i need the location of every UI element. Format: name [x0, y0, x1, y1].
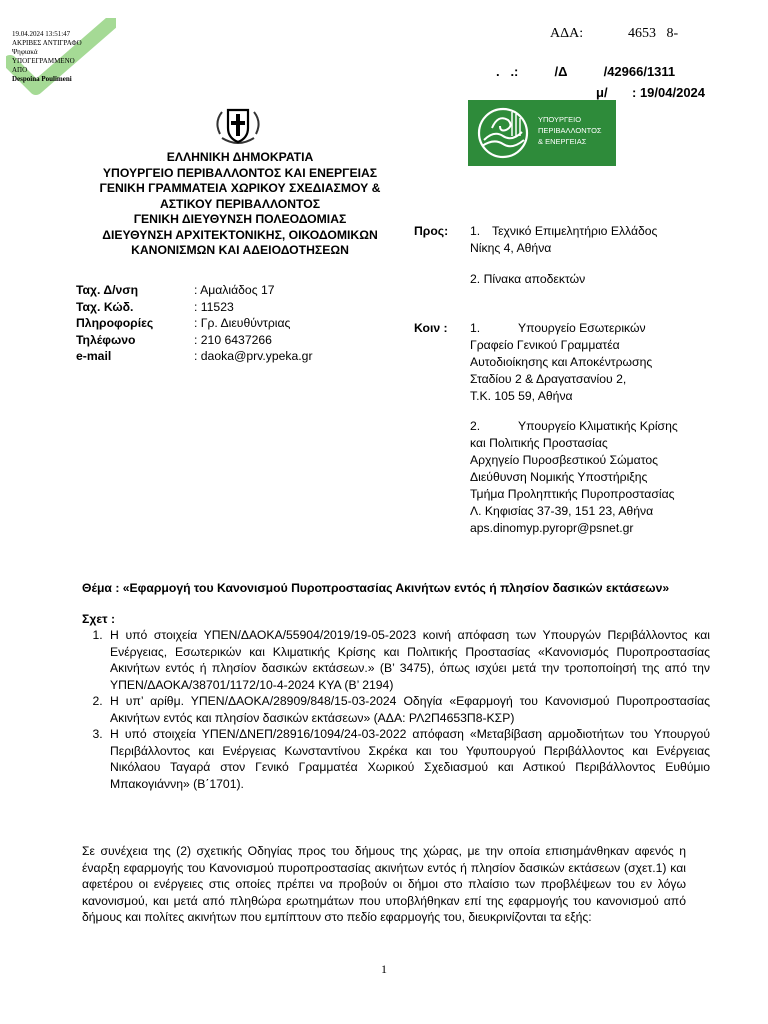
reference-item: 2. Η υπ’ αρίθμ. ΥΠΕΝ/ΔΑΟΚΑ/28909/848/15-03-2024 Οδηγία «Εφαρμογή του Κανονισμού Πυροπροστασίας Ακινήτων εντός και πλησίον δασικών εκτάσεων» (ΑΔΑ: ΡΛ2Π4653Π8-ΚΣΡ) — [106, 693, 710, 726]
koin-item-line: και Πολιτικής Προστασίας — [470, 436, 608, 450]
contact-label: e-mail — [76, 349, 112, 363]
koin-item-line: Σταδίου 2 & Δραγατσανίου 2, — [470, 372, 627, 386]
logo-text-line: & ΕΝΕΡΓΕΙΑΣ — [538, 137, 587, 146]
header-line: ΚΑΝΟΝΙΣΜΩΝ ΚΑΙ ΑΔΕΙΟΔΟΤΗΣΕΩΝ — [131, 243, 349, 257]
koin-item-line: Τ.Κ. 105 59, Αθήνα — [470, 389, 573, 403]
ada-label: ΑΔΑ: — [550, 26, 584, 41]
koin-item-line: Υπουργείο Κλιματικής Κρίσης — [518, 419, 678, 433]
protocol-number: . .: /Δ /42966/1311 — [496, 64, 676, 79]
pros-item — [470, 271, 585, 288]
koin-item-email: aps.dinomyp.pyropr@psnet.gr — [470, 521, 634, 535]
pros-label: Προς: — [414, 224, 449, 238]
stamp-line: ΥΠΟΓΕΓΡΑΜΜΕΝΟ — [12, 57, 75, 65]
reference-item: 1. Η υπό στοιχεία ΥΠΕΝ/ΔΑΟΚΑ/55904/2019/19-05-2023 κοινή απόφαση των Υπουργών Περιβάλλοντος και Ενέργειας, Εσωτερικών και Κλιματικής Κρίσης και Πολιτικής Προστασίας «Κανονισμός Πυροπροστασίας Ακινήτων εντός ή πλησίον δασικών εκτάσεων.» (Β’ 3475), όπως ισχύει μετά την τροποποίησή της από την ΥΠΕΝ/ΔΑΟΚΑ/38701/1172/10-4-2024 ΚΥΑ (Β’ 2194) — [106, 627, 710, 693]
ministry-logo-icon — [474, 106, 532, 160]
ada-value: 4653 8- — [628, 26, 679, 41]
issuing-authority — [60, 150, 420, 259]
page-number: 1 — [381, 962, 387, 976]
header-line: ΑΣΤΙΚΟΥ ΠΕΡΙΒΑΛΛΟΝΤΟΣ — [159, 196, 321, 211]
pros-item-line: Τεχνικό Επιμελητήριο Ελλάδος — [492, 224, 658, 238]
koin-item-line: Τμήμα Προληπτικής Πυροπροστασίας — [470, 487, 675, 501]
koin-item — [470, 418, 710, 537]
protocol-date-prefix: μ/ — [596, 85, 608, 100]
header-line: ΓΕΝΙΚΗ ΓΡΑΜΜΑΤΕΙΑ ΧΩΡΙΚΟΥ ΣΧΕΔΙΑΣΜΟΥ & — [99, 181, 381, 195]
contact-label: Πληροφορίες — [76, 316, 154, 330]
header-line: ΕΛΛΗΝΙΚΗ ΔΗΜΟΚΡΑΤΙΑ — [166, 150, 314, 164]
header-line: ΓΕΝΙΚΗ ΔΙΕΥΘΥΝΣΗ ΠΟΛΕΟΔΟΜΙΑΣ — [133, 212, 347, 226]
logo-text-line: ΠΕΡΙΒΑΛΛΟΝΤΟΣ — [538, 126, 602, 135]
koin-label: Κοιν : — [414, 321, 448, 335]
stamp-line: Despoina Poulimeni — [12, 75, 72, 83]
pros-item-number: 2. — [470, 272, 481, 286]
pros-item-line: Νίκης 4, Αθήνα — [470, 241, 552, 255]
ministry-logo — [468, 100, 616, 166]
signature-stamp — [12, 30, 82, 84]
koin-item-line: Διεύθυνση Νομικής Υποστήριξης — [470, 470, 648, 484]
stamp-line: Ψηφιακά — [12, 48, 38, 56]
protocol-date: : 19/04/2024 — [632, 85, 706, 100]
pros-item — [470, 223, 657, 257]
contact-email: : daoka@prv.ypeka.gr — [194, 349, 313, 363]
koin-item-line: Αυτοδιοίκησης και Αποκέντρωσης — [470, 355, 653, 369]
contact-info — [76, 282, 313, 365]
koin-item-number: 1. — [470, 321, 481, 335]
contact-value: : Αμαλιάδος 17 — [194, 283, 275, 297]
koin-item-line: Αρχηγείο Πυροσβεστικού Σώματος — [470, 453, 659, 467]
contact-value: : 11523 — [194, 299, 234, 314]
contact-value: : Γρ. Διευθύντριας — [194, 316, 291, 330]
body-paragraph: Σε συνέχεια της (2) σχετικής Οδηγίας προς του δήμους της χώρας, με την οποία επισημάνθηκαν αφενός η έναρξη εφαρμογής του Κανονισμού πυροπροστασίας ακινήτων εντός ή πλησίον δασικών εκτάσεων (σχετ.1) και αφετέρου οι ενέργειες στις οποίες πρέπει να προβούν οι δήμοι στο πλαίσιο των προβλέψεων του εν λόγω κανονισμού, και μετά από πληθώρα ερωτημάτων που υποβλήθηκαν επί της εφαρμογής του κανονισμού από δήμους και πολίτες ακινήτων που εμπίπτουν στο πεδίο εφαρμογής του, διευκρινίζονται τα εξής: — [82, 844, 686, 925]
koin-item-number: 2. — [470, 419, 481, 433]
logo-text-line: ΥΠΟΥΡΓΕΙΟ — [538, 115, 582, 124]
header-line: ΔΙΕΥΘΥΝΣΗ ΑΡΧΙΤΕΚΤΟΝΙΚΗΣ, ΟΙΚΟΔΟΜΙΚΩΝ — [102, 227, 378, 242]
koin-item-line: Υπουργείο Εσωτερικών — [518, 321, 646, 335]
contact-label: Ταχ. Δ/νση — [76, 283, 139, 297]
stamp-line: ΑΠΟ — [12, 66, 28, 74]
stamp-line: 19.04.2024 13:51:47 — [12, 30, 71, 38]
koin-item-line: Λ. Κηφισίας 37-39, 151 23, Αθήνα — [470, 504, 654, 518]
references-list — [82, 627, 710, 792]
koin-item — [470, 320, 700, 405]
stamp-line: ΑΚΡΙΒΕΣ ΑΝΤΙΓΡΑΦΟ — [12, 39, 82, 47]
pros-item-number: 1. — [470, 224, 481, 238]
contact-label: Ταχ. Κώδ. — [76, 299, 134, 314]
koin-item-line: Γραφείο Γενικού Γραμματέα — [470, 338, 620, 352]
pros-item-line: Πίνακα αποδεκτών — [483, 272, 586, 286]
header-line: ΥΠΟΥΡΓΕΙΟ ΠΕΡΙΒΑΛΛΟΝΤΟΣ ΚΑΙ ΕΝΕΡΓΕΙΑΣ — [102, 165, 378, 180]
references-title: Σχετ : — [82, 612, 115, 626]
subject-line: Θέμα : «Εφαρμογή του Κανονισμού Πυροπροστασίας Ακινήτων εντός ή πλησίον δασικών εκτάσεων» — [82, 581, 670, 595]
contact-label: Τηλέφωνο — [76, 332, 136, 347]
contact-value: : 210 6437266 — [194, 332, 272, 347]
greek-coat-of-arms-icon — [212, 104, 264, 148]
reference-item: 3. Η υπό στοιχεία ΥΠΕΝ/ΔΝΕΠ/28916/1094/24-03-2022 απόφαση «Μεταβίβαση αρμοδιοτήτων του Υπουργού Περιβάλλοντος και Ενέργειας Κωνσταντίνου Σκρέκα και του Υφυπουργού Περιβάλλοντος και Ενέργειας Νικόλαου Ταγαρά στον Γενικό Γραμματέα Χωρικού Σχεδιασμού και Αστικού Περιβάλλοντος Ευθύμιο Μπακογιάννη» (Β΄1701). — [106, 726, 710, 792]
